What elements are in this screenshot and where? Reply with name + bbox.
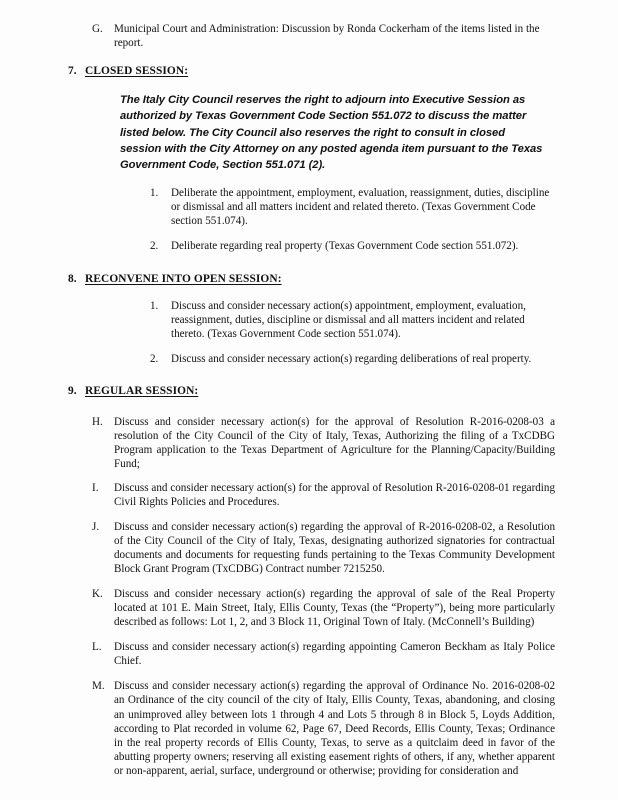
- agenda-item-i-text: Discuss and consider necessary action(s) for the approval of Resolution R-2016-0208-01 regarding Civil Rights Policies and Procedures.: [114, 482, 555, 509]
- agenda-item-l-text: Discuss and consider necessary action(s) regarding appointing Cameron Beckham as Italy Police Chief.: [114, 641, 555, 668]
- spacer: [63, 173, 555, 186]
- section-7-number: 7.: [68, 65, 77, 78]
- agenda-item-m-marker: M.: [92, 680, 105, 693]
- section-8-subitem-1-text: Discuss and consider necessary action(s) appointment, employment, evaluation, reassignment, duties, discipline or dismissal and all matters incident and related thereto. (Texas Government Code section 551.074).: [171, 299, 526, 340]
- agenda-item-l-marker: L.: [92, 641, 102, 654]
- section-9-number: 9.: [68, 384, 77, 397]
- section-8-subitem-2-text: Discuss and consider necessary action(s) regarding deliberations of real property.: [171, 352, 532, 365]
- section-9-title: REGULAR SESSION:: [85, 384, 199, 397]
- spacer: [63, 399, 555, 415]
- agenda-item-k-marker: K.: [92, 587, 103, 600]
- spacer: [63, 228, 555, 239]
- agenda-item-h-marker: H.: [92, 415, 103, 428]
- agenda-item-k-text: Discuss and consider necessary action(s) regarding the approval of sale of the Real Property located at 101 E. Main Street, Italy, Ellis County, Texas (the “Property”), being more particularly described as follows: Lot 1, 2, and 3 Block 11, Original Town of Italy. (McConnell’s Building): [114, 587, 555, 629]
- agenda-item-j-marker: J.: [92, 520, 100, 533]
- section-heading-9: [68, 384, 555, 399]
- agenda-item-i: [92, 481, 555, 509]
- agenda-item-g-marker: G.: [92, 23, 103, 35]
- spacer: [63, 341, 555, 352]
- section-8-subitem-1-marker: 1.: [150, 299, 159, 312]
- section-7-subitem-2: [150, 239, 555, 253]
- spacer: [63, 79, 555, 92]
- section-7-title: CLOSED SESSION:: [85, 65, 189, 78]
- section-7-subitem-1-text: Deliberate the appointment, employment, evaluation, reassignment, duties, discipline or dismissal and all matters incident and related thereto. (Texas Government Code section 551.074).: [171, 187, 550, 228]
- section-heading-8: [68, 272, 555, 287]
- agenda-item-m: [92, 679, 555, 778]
- agenda-item-i-marker: I.: [92, 482, 99, 495]
- section-7-subitem-2-marker: 2.: [150, 240, 159, 253]
- agenda-item-g: [92, 22, 555, 50]
- section-7-subitem-1-marker: 1.: [150, 187, 159, 200]
- spacer: [63, 254, 555, 272]
- agenda-item-j-text: Discuss and consider necessary action(s) regarding the approval of R-2016-0208-02, a Resolution of the City Council of the City of Italy, Texas, designating authorized signatories for contractual documents and documents for requesting funds pertaining to the Texas Community Development Block Grant Program (TxCDBG) Contract number 7215250.: [114, 520, 555, 575]
- spacer: [63, 510, 555, 520]
- section-8-title: RECONVENE INTO OPEN SESSION:: [85, 272, 282, 285]
- agenda-item-h-text: Discuss and consider necessary action(s) for the approval of Resolution R-2016-0208-03 a resolution of the City Council of the City of Italy, Texas, Authorizing the filing of a TxCDBG Program application to the Texas Department of Agriculture for the Planning/Capacity/Building Fund;: [114, 415, 555, 471]
- spacer: [63, 576, 555, 587]
- spacer: [63, 366, 555, 384]
- spacer: [63, 287, 555, 299]
- closed-session-notice: The Italy City Council reserves the right to adjourn into Executive Session as authorized by Texas Government Code Section 551.072 to discuss the matter listed below. The City Council also reserves the right to consult in closed session with the City Attorney on any posted agenda item pursuant to the Texas Government Code, Section 551.071 (2).: [120, 94, 543, 171]
- agenda-item-k: [92, 587, 555, 629]
- section-7-subitem-2-text: Deliberate regarding real property (Texas Government Code section 551.072).: [171, 240, 519, 253]
- agenda-item-l: [92, 640, 555, 668]
- section-8-subitem-1: [150, 299, 555, 341]
- agenda-item-h: [92, 415, 555, 471]
- section-8-subitem-2: [150, 352, 555, 366]
- spacer: [63, 629, 555, 640]
- spacer: [63, 50, 555, 64]
- section-heading-7: [68, 64, 555, 79]
- spacer: [63, 668, 555, 679]
- section-8-number: 8.: [68, 272, 77, 285]
- agenda-item-m-text: Discuss and consider necessary action(s) regarding the approval of Ordinance No. 2016-0208-02 an Ordinance of the city council of the city of Italy, Ellis County, Texas, abandoning, and closing an unimproved alley between lots 1 through 4 and Lots 5 through 8 in Block 5, Loyds Addition, according to Plat recorded in volume 62, Page 67, Deed Records, Ellis County, Texas; Ordinance in the real property records of Ellis County, Texas, to serve as a quitclaim deed in favor of the abutting property owners; reserving all existing easement rights of others, if any, whether apparent or non-apparent, aerial, surface, underground or otherwise; providing for consideration and: [114, 680, 555, 777]
- section-8-subitem-2-marker: 2.: [150, 352, 159, 365]
- agenda-item-j: [92, 520, 555, 576]
- agenda-item-g-text: Municipal Court and Administration: Discussion by Ronda Cockerham of the items listed in the report.: [114, 23, 540, 50]
- spacer: [63, 471, 555, 481]
- section-7-subitem-1: [150, 186, 555, 228]
